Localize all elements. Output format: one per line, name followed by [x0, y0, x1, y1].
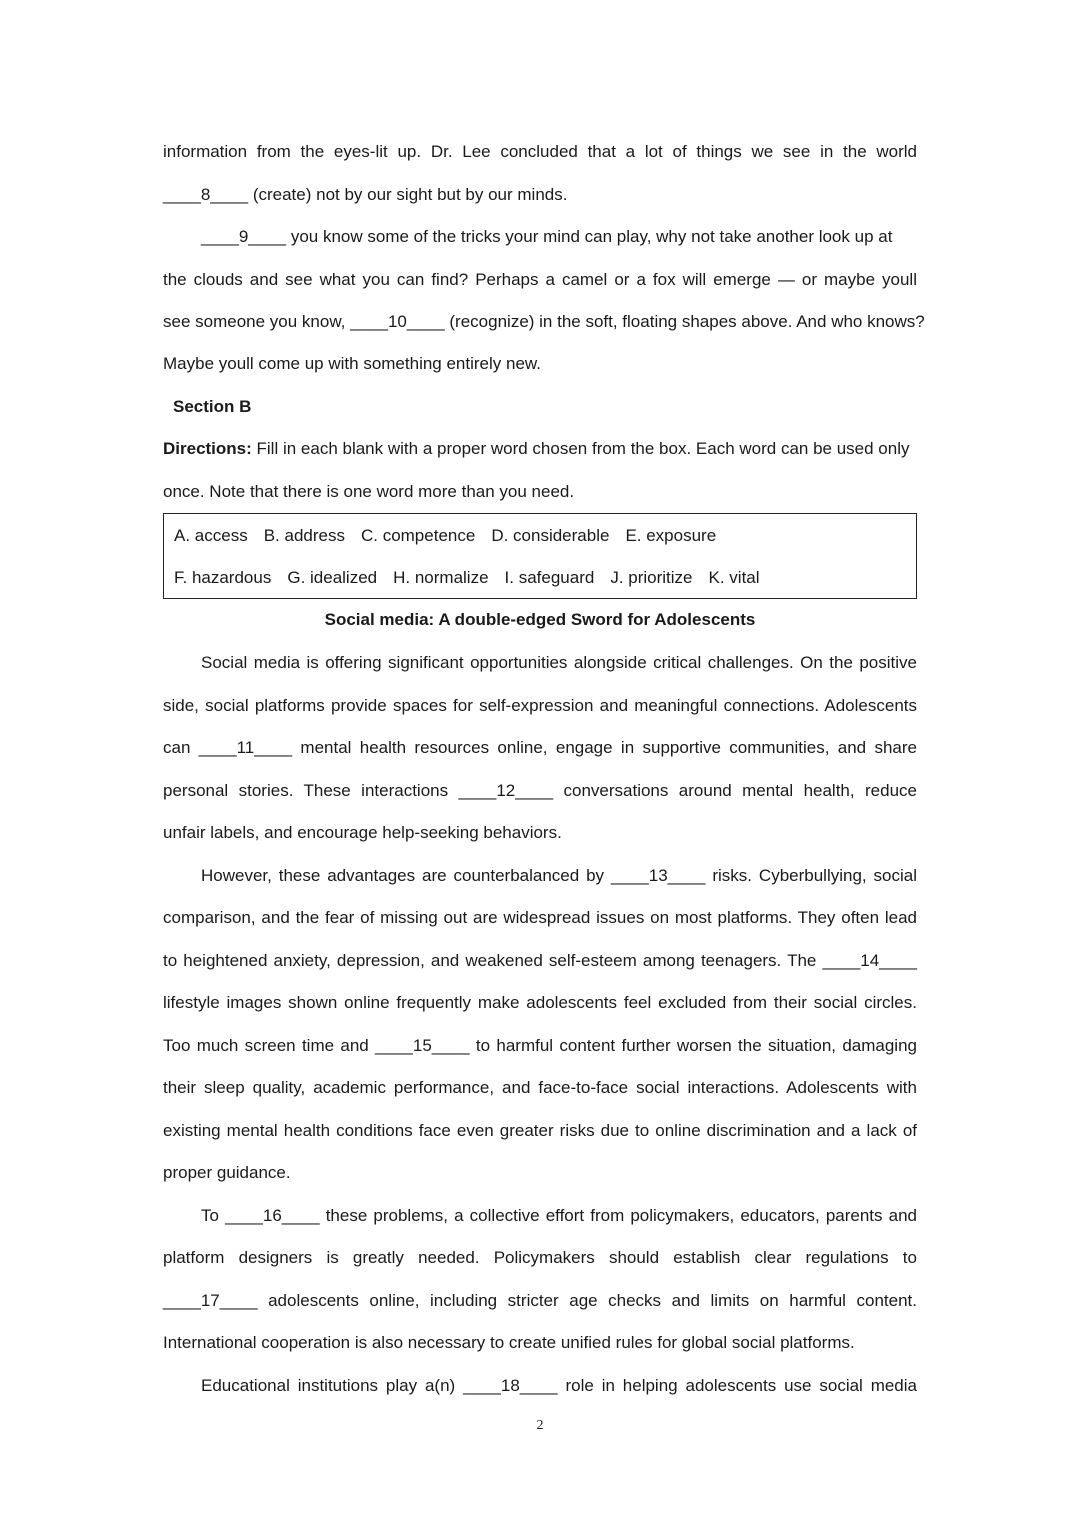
section-heading: Section B: [173, 397, 252, 416]
word-option: K. vital: [708, 568, 760, 587]
blank-16: ____16____: [225, 1206, 320, 1225]
article-line: [201, 864, 917, 888]
word-box-row-2: [174, 566, 776, 590]
article-text: role in helping adolescents use social media: [557, 1376, 917, 1395]
article-line: lifestyle images shown online frequently make adolescents feel excluded from their social circles.: [163, 993, 917, 1012]
word-option: H. normalize: [393, 568, 489, 587]
passage-line: [201, 225, 917, 249]
directions-label: Directions:: [163, 439, 252, 458]
word-option: B. address: [263, 526, 345, 545]
passage-text: (recognize) in the soft, floating shapes above. And who knows?: [444, 312, 925, 331]
passage-text: (create) not by our sight but by our minds.: [248, 185, 568, 204]
article-line: [163, 1289, 917, 1313]
word-option: I. safeguard: [504, 568, 595, 587]
blank-11: ____11____: [198, 738, 293, 757]
word-option: G. idealized: [287, 568, 378, 587]
article-line: [163, 949, 917, 973]
word-box: [163, 513, 917, 599]
article-line: side, social platforms provide spaces for self-expression and meaningful connections. Adolescents: [163, 696, 917, 715]
article-line: [201, 1374, 917, 1398]
passage-line: [163, 310, 925, 334]
word-option: A. access: [174, 526, 248, 545]
article-line: Social media is offering significant opportunities alongside critical challenges. On the positive: [201, 653, 917, 672]
article-line: comparison, and the fear of missing out are widespread issues on most platforms. They often lead: [163, 908, 917, 927]
passage-line: the clouds and see what you can find? Perhaps a camel or a fox will emerge — or maybe youll: [163, 270, 917, 289]
blank-14: ____14____: [822, 951, 917, 970]
article-line: [163, 736, 917, 760]
article-text: these problems, a collective effort from policymakers, educators, parents and: [319, 1206, 917, 1225]
article-line: [163, 779, 917, 803]
article-line: [163, 1034, 917, 1058]
word-option: D. considerable: [491, 526, 610, 545]
word-option: E. exposure: [625, 526, 717, 545]
article-line: platform designers is greatly needed. Policymakers should establish clear regulations to: [163, 1248, 917, 1267]
article-text: However, these advantages are counterbalanced by: [201, 866, 611, 885]
passage-line: Maybe youll come up with something entirely new.: [163, 354, 541, 373]
article-text: adolescents online, including stricter age checks and limits on harmful content.: [257, 1291, 917, 1310]
passage-text: see someone you know,: [163, 312, 351, 331]
article-text: can: [163, 738, 199, 757]
article-title: Social media: A double-edged Sword for Adolescents: [324, 610, 756, 629]
directions-line: [163, 437, 917, 461]
passage-text: you know some of the tricks your mind can play, why not take another look up at: [286, 227, 893, 246]
directions-line: once. Note that there is one word more than you need.: [163, 482, 575, 501]
blank-13: ____13____: [610, 866, 706, 885]
word-option: J. prioritize: [610, 568, 693, 587]
article-line: existing mental health conditions face even greater risks due to online discrimination and a lack of: [163, 1121, 917, 1140]
article-line: unfair labels, and encourage help-seeking behaviors.: [163, 823, 562, 842]
word-box-row-1: [174, 524, 732, 548]
blank-10: ____10____: [350, 312, 445, 331]
article-text: conversations around mental health, reduce: [553, 781, 917, 800]
passage-line: information from the eyes-lit up. Dr. Lee concluded that a lot of things we see in the world: [163, 142, 917, 161]
directions-text: Fill in each blank with a proper word chosen from the box. Each word can be used only: [251, 439, 910, 458]
blank-8: ____8____: [163, 185, 249, 204]
article-text: Educational institutions play a(n): [201, 1376, 464, 1395]
article-text: to harmful content further worsen the situation, damaging: [469, 1036, 917, 1055]
article-text: Too much screen time and: [163, 1036, 376, 1055]
word-option: C. competence: [360, 526, 476, 545]
article-text: to heightened anxiety, depression, and weakened self-esteem among teenagers. The: [163, 951, 823, 970]
article-line: [201, 1204, 917, 1228]
blank-17: ____17____: [163, 1291, 258, 1310]
article-text: risks. Cyberbullying, social: [705, 866, 917, 885]
blank-15: ____15____: [375, 1036, 470, 1055]
article-line: proper guidance.: [163, 1163, 291, 1182]
blank-9: ____9____: [201, 227, 287, 246]
article-text: personal stories. These interactions: [163, 781, 459, 800]
word-option: F. hazardous: [174, 568, 272, 587]
article-line: International cooperation is also necessary to create unified rules for global social platforms.: [163, 1333, 855, 1352]
article-text: mental health resources online, engage in supportive communities, and share: [292, 738, 918, 757]
article-text: To: [201, 1206, 226, 1225]
passage-line: [163, 183, 917, 207]
page-number: 2: [536, 1418, 544, 1433]
blank-12: ____12____: [458, 781, 554, 800]
blank-18: ____18____: [463, 1376, 558, 1395]
article-line: their sleep quality, academic performance, and face-to-face social interactions. Adolescents with: [163, 1078, 917, 1097]
